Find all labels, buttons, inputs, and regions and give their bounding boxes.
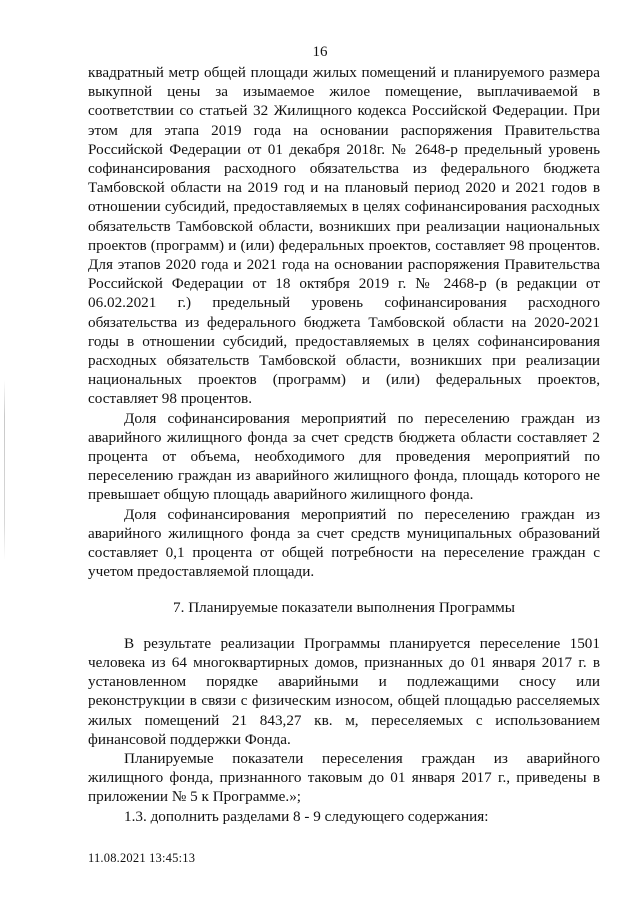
section-heading: 7. Планируемые показатели выполнения Программы [173,599,515,617]
paragraph-regional-share: Доля софинансирования мероприятий по переселению граждан из аварийного жилищного фонда за счет средств бюджета области составляет 2 процента от объема, необходимого для проведения мероприятий по переселению граждан из аварийного жилищного фонда, площадь которого не превышает общую площадь аварийного жилищного фонда. [88,409,600,504]
paragraph-results: В результате реализации Программы планируется переселение 1501 человека из 64 многоквартирных домов, признанных до 01 января 2017 г. в установленном порядке аварийными и подлежащими сносу или реконструкции в связи с физическим износом, общей площадью расселяемых жилых помещений 21 843,27 кв. м, переселяемых с использованием финансовой поддержки Фонда. [88,634,600,748]
document-body [88,63,600,826]
paragraph-municipal-share: Доля софинансирования мероприятий по переселению граждан из аварийного жилищного фонда за счет средств муниципальных образований составляет 0,1 процента от общей потребности на переселение граждан с учетом предоставляемой площади. [88,505,600,581]
scan-margin-mark [4,380,5,560]
footer-timestamp: 11.08.2021 13:45:13 [88,851,196,865]
paragraph-amendment: 1.3. дополнить разделами 8 - 9 следующего содержания: [124,807,489,825]
page-number: 16 [312,44,328,60]
paragraph-planned-indicators: Планируемые показатели переселения граждан из аварийного жилищного фонда, признанного таковым до 01 января 2017 г., приведены в приложении № 5 к Программе.»; [88,749,600,806]
paragraph-continuation: квадратный метр общей площади жилых помещений и планируемого размера выкупной цены за изымаемое жилое помещение, выплачиваемой в соответствии со статьей 32 Жилищного кодекса Российской Федерации. При этом для этапа 2019 года на основании распоряжения Правительства Российской Федерации от 01 декабря 2018г. № 2648-р предельный уровень софинансирования расходного обязательства из федерального бюджета Тамбовской области на 2019 год и на плановый период 2020 и 2021 годов в отношении субсидий, предоставляемых в целях софинансирования расходных обязательств Тамбовской области, возникших при реализации национальных проектов (программ) и (или) федеральных проектов, составляет 98 процентов. Для этапов 2020 года и 2021 года на основании распоряжения Правительства Российской Федерации от 18 октября 2019 г. № 2468-р (в редакции от 06.02.2021 г.) предельный уровень софинансирования расходного обязательства из федерального бюджета Тамбовской области на 2020-2021 годы в отношении субсидий, предоставляемых в целях софинансирования расходных обязательств Тамбовской области, возникших при реализации национальных проектов (программ) и (или) федеральных проектов, составляет 98 процентов. [88,64,600,408]
